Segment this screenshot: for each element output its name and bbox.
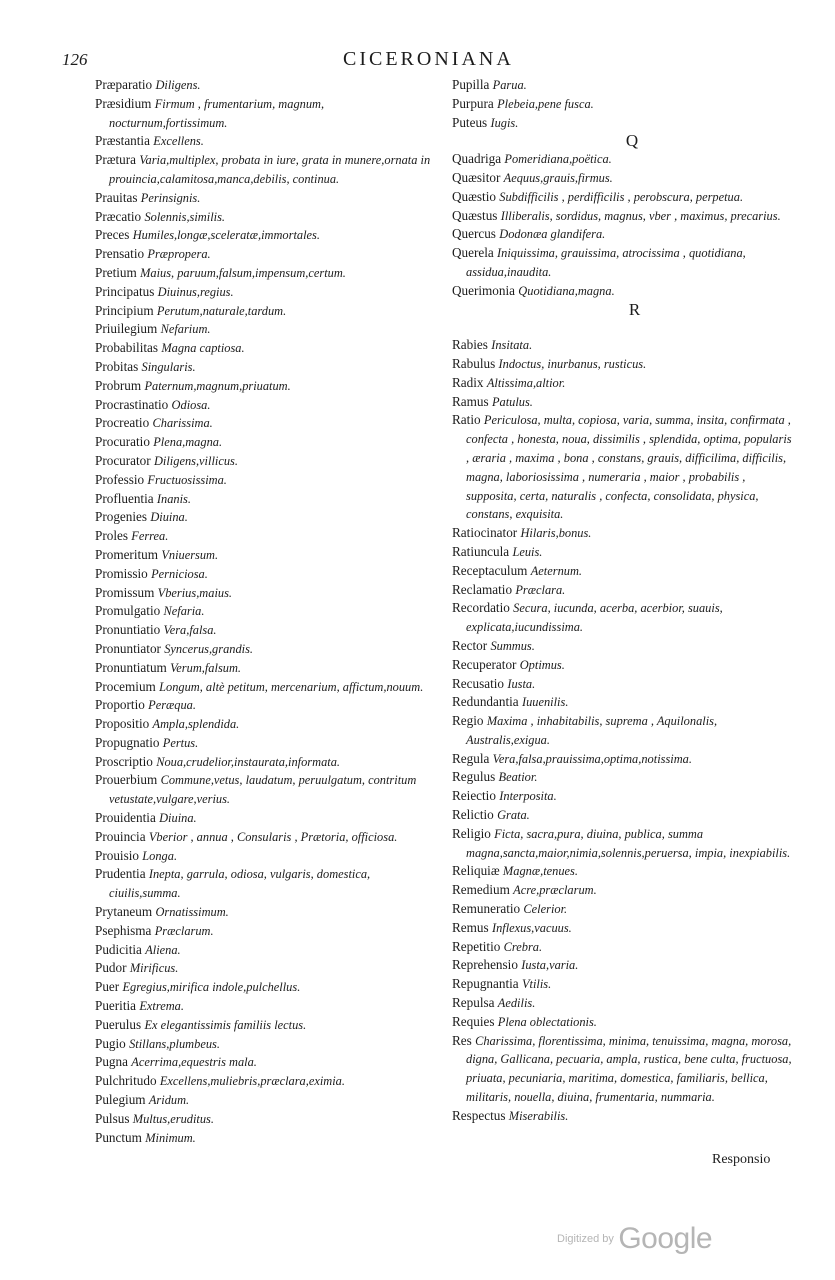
entry-epithets: Verum,falsum. bbox=[170, 660, 242, 675]
dictionary-entry bbox=[452, 675, 797, 694]
dictionary-entry bbox=[95, 640, 435, 659]
dictionary-entry bbox=[95, 264, 435, 283]
dictionary-entry bbox=[452, 712, 797, 750]
dictionary-entry bbox=[452, 225, 797, 244]
dictionary-entry bbox=[95, 847, 435, 866]
entry-headword: Professio bbox=[95, 471, 145, 487]
dictionary-entry bbox=[95, 396, 435, 415]
left-column bbox=[95, 76, 435, 1147]
entry-headword: Probitas bbox=[95, 358, 139, 374]
entry-epithets: Aridum. bbox=[148, 1093, 190, 1108]
entry-epithets: Acerrima,equestris mala. bbox=[131, 1055, 257, 1070]
entry-epithets: Singularis. bbox=[141, 359, 196, 374]
entry-headword: Ratiuncula bbox=[452, 543, 510, 559]
catchword: Responsio bbox=[712, 1152, 771, 1167]
entry-epithets: Aeternum. bbox=[530, 563, 583, 578]
dictionary-entry bbox=[452, 393, 797, 412]
page-header bbox=[0, 48, 835, 72]
entry-headword: Præstantia bbox=[95, 133, 150, 149]
entry-epithets: Ficta, sacra,pura, diuina, publica, summa magna,sancta,maior,nimia,solennis,peruersa, impia, inexpiabilis. bbox=[466, 826, 791, 860]
entry-epithets: Diuina. bbox=[159, 811, 197, 826]
entry-headword: Principatus bbox=[95, 283, 155, 299]
entry-headword: Puerulus bbox=[95, 1016, 142, 1032]
entry-epithets: Indoctus, inurbanus, rusticus. bbox=[498, 356, 647, 371]
entry-headword: Relictio bbox=[452, 807, 494, 823]
dictionary-entry bbox=[95, 1129, 435, 1148]
dictionary-entry bbox=[95, 959, 435, 978]
entry-headword: Profluentia bbox=[95, 490, 154, 506]
entry-headword: Respectus bbox=[452, 1107, 506, 1123]
entry-epithets: Iuuenilis. bbox=[521, 695, 569, 710]
dictionary-entry bbox=[95, 621, 435, 640]
entry-epithets: Miserabilis. bbox=[508, 1108, 569, 1123]
entry-headword: Pronuntiatum bbox=[95, 659, 167, 675]
entry-headword: Rector bbox=[452, 637, 488, 653]
entry-epithets: Odiosa. bbox=[171, 397, 211, 412]
dictionary-entry bbox=[95, 339, 435, 358]
entry-epithets: Syncerus,grandis. bbox=[164, 641, 254, 656]
dictionary-entry bbox=[95, 546, 435, 565]
entry-headword: Rabulus bbox=[452, 355, 496, 371]
dictionary-entry bbox=[452, 562, 797, 581]
entry-headword: Proscriptio bbox=[95, 753, 153, 769]
entry-headword: Quæstus bbox=[452, 207, 498, 223]
entry-headword: Prouerbium bbox=[95, 772, 158, 788]
entry-epithets: Aliena. bbox=[145, 942, 181, 957]
dictionary-entry bbox=[452, 150, 797, 169]
entry-headword: Pupilla bbox=[452, 77, 490, 92]
entry-epithets: Celerior. bbox=[523, 902, 568, 917]
entry-headword: Reclamatio bbox=[452, 581, 513, 597]
entry-epithets: Longa. bbox=[142, 848, 178, 863]
entry-headword: Reprehensio bbox=[452, 957, 518, 973]
entry-headword: Rabies bbox=[452, 337, 488, 353]
entry-epithets: Extrema. bbox=[139, 999, 184, 1014]
dictionary-entry bbox=[95, 490, 435, 509]
entry-epithets: Altissima,altior. bbox=[486, 375, 566, 390]
entry-headword: Remedium bbox=[452, 882, 510, 898]
entry-headword: Regula bbox=[452, 750, 490, 766]
entry-epithets: Perinsignis. bbox=[140, 190, 201, 205]
entry-epithets: Perniciosa. bbox=[151, 566, 208, 581]
entry-headword: Præparatio bbox=[95, 77, 153, 92]
entry-epithets: Ferrea. bbox=[131, 529, 169, 544]
entry-headword: Priuilegium bbox=[95, 321, 158, 337]
dictionary-entry bbox=[452, 207, 797, 226]
entry-epithets: Solennis,similis. bbox=[144, 209, 225, 224]
watermark-prefix: Digitized by bbox=[557, 1233, 614, 1245]
entry-epithets: Diuinus,regius. bbox=[157, 284, 234, 299]
entry-epithets: Paternum,magnum,priuatum. bbox=[144, 378, 291, 393]
dictionary-entry bbox=[452, 411, 797, 524]
entry-headword: Purpura bbox=[452, 95, 494, 111]
entry-headword: Quadriga bbox=[452, 151, 502, 167]
dictionary-entry bbox=[95, 1016, 435, 1035]
entry-epithets: Maius, paruum,falsum,impensum,certum. bbox=[140, 265, 346, 280]
entry-epithets: Leuis. bbox=[512, 544, 543, 559]
dictionary-entry bbox=[95, 941, 435, 960]
entry-headword: Recusatio bbox=[452, 675, 505, 691]
dictionary-entry bbox=[95, 696, 435, 715]
dictionary-entry bbox=[95, 95, 435, 133]
section-letter: Q bbox=[625, 131, 639, 151]
entry-headword: Promissum bbox=[95, 584, 155, 600]
dictionary-entry bbox=[452, 169, 797, 188]
dictionary-entry bbox=[452, 825, 797, 863]
entry-epithets: Egregius,mirifica indole,pulchellus. bbox=[122, 980, 301, 995]
entry-epithets: Vniuersum. bbox=[161, 547, 219, 562]
entry-headword: Promulgatio bbox=[95, 603, 161, 619]
dictionary-entry bbox=[95, 865, 435, 903]
entry-epithets: Mirificus. bbox=[129, 961, 179, 976]
entry-headword: Receptaculum bbox=[452, 562, 528, 578]
dictionary-entry bbox=[452, 374, 797, 393]
dictionary-entry bbox=[452, 188, 797, 207]
entry-headword: Procemium bbox=[95, 678, 156, 694]
entry-epithets: Illiberalis, sordidus, magnus, vber , maximus, precarius. bbox=[500, 208, 781, 223]
entry-headword: Remuneratio bbox=[452, 901, 521, 917]
entry-epithets: Dodonæa glandifera. bbox=[499, 227, 606, 242]
entry-headword: Pretium bbox=[95, 264, 137, 280]
entry-epithets: Magnæ,tenues. bbox=[502, 864, 578, 879]
entry-headword: Remus bbox=[452, 919, 489, 935]
dictionary-entry bbox=[452, 543, 797, 562]
entry-headword: Procurator bbox=[95, 452, 151, 468]
entry-epithets: Ex elegantissimis familiis lectus. bbox=[144, 1017, 307, 1032]
entry-epithets: Diligens. bbox=[155, 78, 201, 92]
entry-epithets: Præclarum. bbox=[154, 923, 214, 938]
entry-headword: Redundantia bbox=[452, 694, 519, 710]
entry-epithets: Peræqua. bbox=[148, 698, 196, 713]
entry-epithets: Charissima. bbox=[152, 416, 213, 431]
dictionary-entry bbox=[95, 302, 435, 321]
entry-headword: Puer bbox=[95, 979, 120, 995]
dictionary-entry bbox=[452, 768, 797, 787]
dictionary-entry bbox=[95, 734, 435, 753]
dictionary-entry bbox=[452, 95, 797, 114]
entry-headword: Recuperator bbox=[452, 656, 517, 672]
entry-epithets: Iusta. bbox=[507, 676, 536, 691]
entry-epithets: Quotidiana,magna. bbox=[518, 283, 615, 298]
dictionary-entry bbox=[95, 283, 435, 302]
dictionary-entry bbox=[95, 433, 435, 452]
entry-headword: Radix bbox=[452, 374, 484, 390]
dictionary-entry bbox=[452, 1107, 797, 1126]
entry-headword: Recordatio bbox=[452, 600, 510, 616]
entry-headword: Ratiocinator bbox=[452, 525, 518, 541]
entry-epithets: Ampla,splendida. bbox=[152, 717, 240, 732]
running-title: CICERONIANA bbox=[343, 48, 514, 70]
dictionary-entry bbox=[452, 355, 797, 374]
entry-headword: Repulsa bbox=[452, 995, 495, 1011]
entry-epithets: Diligens,villicus. bbox=[153, 453, 238, 468]
dictionary-entry bbox=[452, 1013, 797, 1032]
entry-headword: Pulchritudo bbox=[95, 1073, 157, 1089]
entry-headword: Principium bbox=[95, 302, 154, 318]
dictionary-entry bbox=[95, 189, 435, 208]
entry-headword: Præcatio bbox=[95, 208, 142, 224]
entry-headword: Reiectio bbox=[452, 788, 496, 804]
entry-epithets: Iniquissima, grauissima, atrocissima , quotidiana, assidua,inaudita. bbox=[466, 246, 746, 279]
entry-epithets: Vtilis. bbox=[521, 977, 552, 992]
entry-epithets: Excellens. bbox=[153, 134, 204, 149]
entry-headword: Proportio bbox=[95, 697, 145, 713]
entry-headword: Repetitio bbox=[452, 938, 501, 954]
entry-epithets: Varia,multiplex, probata in iure, grata in munere,ornata in prouincia,calamitosa,manca,debilis, continua. bbox=[109, 153, 431, 186]
entry-epithets: Excellens,muliebris,præclara,eximia. bbox=[159, 1074, 345, 1089]
entry-epithets: Grata. bbox=[497, 808, 530, 823]
entry-headword: Pudor bbox=[95, 960, 127, 976]
dictionary-entry bbox=[452, 282, 797, 301]
entry-epithets: Optimus. bbox=[519, 657, 565, 672]
entry-epithets: Parua. bbox=[492, 78, 527, 92]
entry-headword: Quercus bbox=[452, 226, 496, 242]
entry-headword: Puteus bbox=[452, 114, 488, 130]
dictionary-entry bbox=[95, 565, 435, 584]
entry-epithets: Inanis. bbox=[156, 491, 191, 506]
dictionary-entry bbox=[95, 226, 435, 245]
dictionary-entry bbox=[95, 208, 435, 227]
google-watermark bbox=[557, 1222, 712, 1256]
entry-headword: Prensatio bbox=[95, 246, 145, 262]
entry-epithets: Aedilis. bbox=[497, 996, 536, 1011]
dictionary-entry bbox=[95, 1091, 435, 1110]
dictionary-entry bbox=[452, 938, 797, 957]
entry-headword: Regio bbox=[452, 713, 484, 729]
entry-headword: Repugnantia bbox=[452, 976, 519, 992]
dictionary-entry bbox=[95, 508, 435, 527]
entry-headword: Procuratio bbox=[95, 434, 150, 450]
dictionary-entry bbox=[452, 900, 797, 919]
dictionary-entry bbox=[452, 975, 797, 994]
dictionary-entry bbox=[95, 602, 435, 621]
entry-headword: Preces bbox=[95, 227, 130, 243]
dictionary-entry bbox=[95, 771, 435, 809]
entry-headword: Ramus bbox=[452, 393, 489, 409]
dictionary-entry bbox=[95, 715, 435, 734]
entry-headword: Pulegium bbox=[95, 1092, 146, 1108]
entry-headword: Querimonia bbox=[452, 282, 515, 298]
entry-headword: Proles bbox=[95, 528, 128, 544]
entry-epithets: Plena oblectationis. bbox=[497, 1014, 597, 1029]
dictionary-entry bbox=[452, 693, 797, 712]
dictionary-entry bbox=[95, 132, 435, 151]
entry-epithets: Plebeia,pene fusca. bbox=[497, 96, 594, 111]
entry-headword: Pugio bbox=[95, 1035, 126, 1051]
entry-epithets: Pomeridiana,poëtica. bbox=[504, 152, 612, 167]
entry-headword: Pugna bbox=[95, 1054, 128, 1070]
entry-epithets: Vera,falsa. bbox=[163, 623, 217, 638]
right-column bbox=[452, 76, 797, 1126]
entry-epithets: Præclara. bbox=[515, 582, 566, 597]
entry-epithets: Perutum,naturale,tardum. bbox=[156, 303, 287, 318]
entry-headword: Prytaneum bbox=[95, 904, 153, 920]
entry-headword: Præsidium bbox=[95, 95, 152, 111]
entry-epithets: Secura, iucunda, acerba, acerbior, suauis, explicata,iucundissima. bbox=[466, 601, 723, 635]
dictionary-entry bbox=[452, 114, 797, 133]
dictionary-entry bbox=[452, 994, 797, 1013]
dictionary-entry bbox=[95, 76, 435, 95]
entry-epithets: Patulus. bbox=[491, 394, 533, 409]
entry-epithets: Minimum. bbox=[145, 1130, 196, 1145]
entry-headword: Procreatio bbox=[95, 415, 150, 431]
dictionary-entry bbox=[452, 750, 797, 769]
entry-epithets: Subdifficilis , perdifficilis , perobscura, perpetua. bbox=[499, 189, 744, 204]
entry-headword: Pronuntiatio bbox=[95, 622, 161, 638]
dictionary-entry bbox=[95, 245, 435, 264]
entry-epithets: Periculosa, multa, copiosa, varia, summa, insita, confirmata , confecta , honesta, noua, dissimilis , splendida, optima, popularis , æraria , maxima , bona , constans, grauis, difficilima, difficilis, magna, laboriosissima , numeraria , maior , probabilis , supposita, certa, naturalis , confecta, consolidata, physica, constans, exquisita. bbox=[466, 413, 792, 522]
entry-epithets: Maxima , inhabitabilis, suprema , Aquilonalis, Australis,exigua. bbox=[466, 714, 718, 747]
dictionary-entry bbox=[95, 452, 435, 471]
dictionary-entry bbox=[95, 151, 435, 189]
entry-headword: Promissio bbox=[95, 565, 148, 581]
entry-headword: Prouidentia bbox=[95, 810, 156, 826]
entry-headword: Progenies bbox=[95, 509, 148, 525]
entry-epithets: Magna captiosa. bbox=[161, 341, 245, 356]
dictionary-entry bbox=[452, 862, 797, 881]
entry-epithets: Vberius,maius. bbox=[157, 585, 233, 600]
entry-epithets: Nefaria. bbox=[163, 604, 205, 619]
entry-epithets: Vera,falsa,prauissima,optima,notissima. bbox=[492, 751, 692, 766]
entry-epithets: Interposita. bbox=[499, 789, 557, 804]
dictionary-entry bbox=[452, 599, 797, 637]
entry-headword: Pronuntiator bbox=[95, 640, 161, 656]
dictionary-entry bbox=[95, 584, 435, 603]
entry-epithets: Nefarium. bbox=[160, 322, 211, 337]
entry-headword: Procrastinatio bbox=[95, 396, 169, 412]
entry-headword: Pulsus bbox=[95, 1110, 130, 1126]
dictionary-entry bbox=[95, 753, 435, 772]
dictionary-entry bbox=[452, 244, 797, 282]
entry-headword: Pudicitia bbox=[95, 941, 142, 957]
entry-epithets: Firmum , frumentarium, magnum, nocturnum,fortissimum. bbox=[109, 96, 325, 130]
entry-headword: Querela bbox=[452, 245, 494, 261]
entry-headword: Ratio bbox=[452, 412, 481, 428]
entry-epithets: Plena,magna. bbox=[153, 435, 223, 450]
dictionary-entry bbox=[95, 1035, 435, 1054]
dictionary-entry bbox=[95, 377, 435, 396]
entry-headword: Prouincia bbox=[95, 828, 146, 844]
entry-headword: Probrum bbox=[95, 377, 142, 393]
entry-headword: Regulus bbox=[452, 769, 496, 785]
dictionary-entry bbox=[95, 997, 435, 1016]
dictionary-entry bbox=[452, 1032, 797, 1107]
entry-headword: Propugnatio bbox=[95, 734, 160, 750]
entry-headword: Prætura bbox=[95, 152, 137, 168]
dictionary-entry bbox=[452, 881, 797, 900]
dictionary-entry bbox=[95, 659, 435, 678]
entry-epithets: Beatior. bbox=[498, 770, 538, 785]
dictionary-entry bbox=[95, 471, 435, 490]
entry-headword: Punctum bbox=[95, 1129, 142, 1145]
dictionary-entry bbox=[452, 787, 797, 806]
entry-epithets: Præpropera. bbox=[147, 247, 211, 262]
dictionary-entry bbox=[95, 1053, 435, 1072]
entry-epithets: Iusta,varia. bbox=[521, 958, 579, 973]
dictionary-entry bbox=[95, 1072, 435, 1091]
entry-epithets: Pertus. bbox=[162, 735, 199, 750]
entry-epithets: Insitata. bbox=[491, 338, 533, 353]
entry-epithets: Inepta, garrula, odiosa, vulgaris, domestica, ciuilis,summa. bbox=[109, 867, 371, 901]
entry-epithets: Multus,eruditus. bbox=[132, 1111, 214, 1126]
entry-headword: Pueritia bbox=[95, 998, 137, 1014]
entry-headword: Res bbox=[452, 1032, 472, 1048]
dictionary-entry bbox=[452, 806, 797, 825]
dictionary-entry bbox=[95, 358, 435, 377]
entry-headword: Prudentia bbox=[95, 866, 146, 882]
entry-headword: Psephisma bbox=[95, 922, 152, 938]
dictionary-entry bbox=[95, 320, 435, 339]
entry-headword: Quæstio bbox=[452, 188, 496, 204]
entry-headword: Religio bbox=[452, 825, 491, 841]
entry-headword: Prouisio bbox=[95, 847, 139, 863]
entry-epithets: Vberior , annua , Consularis , Prætoria, officiosa. bbox=[148, 829, 398, 844]
entry-epithets: Summus. bbox=[490, 638, 535, 653]
dictionary-entry bbox=[95, 978, 435, 997]
dictionary-entry bbox=[95, 922, 435, 941]
entry-epithets: Inflexus,vacuus. bbox=[491, 920, 572, 935]
dictionary-entry bbox=[95, 828, 435, 847]
entry-epithets: Fructuosissima. bbox=[147, 472, 227, 487]
dictionary-entry bbox=[452, 336, 797, 355]
entry-epithets: Crebra. bbox=[503, 939, 543, 954]
entry-epithets: Ornatissimum. bbox=[155, 905, 229, 920]
entry-headword: Requies bbox=[452, 1013, 495, 1029]
entry-epithets: Aequus,grauis,firmus. bbox=[503, 170, 613, 185]
entry-headword: Promeritum bbox=[95, 546, 159, 562]
dictionary-entry bbox=[452, 581, 797, 600]
entry-epithets: Hilaris,bonus. bbox=[520, 526, 592, 541]
dictionary-entry bbox=[452, 656, 797, 675]
entry-epithets: Noua,crudelior,instaurata,informata. bbox=[156, 754, 340, 769]
dictionary-entry bbox=[452, 76, 797, 95]
dictionary-entry bbox=[95, 527, 435, 546]
entry-headword: Propositio bbox=[95, 716, 150, 732]
entry-epithets: Iugis. bbox=[490, 115, 519, 130]
entry-epithets: Longum, altè petitum, mercenarium, affictum,nouum. bbox=[159, 679, 424, 694]
entry-headword: Reliquiæ bbox=[452, 863, 500, 879]
dictionary-entry bbox=[95, 903, 435, 922]
dictionary-entry bbox=[452, 524, 797, 543]
entry-epithets: Stillans,plumbeus. bbox=[129, 1036, 220, 1051]
entry-headword: Prauitas bbox=[95, 189, 138, 205]
dictionary-entry bbox=[452, 956, 797, 975]
page-number: 126 bbox=[62, 50, 88, 69]
section-letter: R bbox=[628, 299, 641, 319]
entry-headword: Probabilitas bbox=[95, 340, 159, 356]
entry-epithets: Commune,vetus, laudatum, peruulgatum, contritum vetustate,vulgare,verius. bbox=[109, 773, 417, 807]
google-logo: Google bbox=[618, 1222, 713, 1255]
dictionary-entry bbox=[95, 1110, 435, 1129]
entry-epithets: Humiles,longæ,sceleratæ,immortales. bbox=[132, 228, 320, 243]
dictionary-entry bbox=[95, 414, 435, 433]
entry-epithets: Diuina. bbox=[150, 510, 188, 525]
dictionary-entry bbox=[452, 919, 797, 938]
dictionary-entry bbox=[452, 637, 797, 656]
dictionary-entry bbox=[95, 809, 435, 828]
entry-headword: Quæsitor bbox=[452, 169, 501, 185]
dictionary-entry bbox=[95, 678, 435, 697]
entry-epithets: Acre,præclarum. bbox=[513, 883, 597, 898]
entry-epithets: Charissima, florentissima, minima, tenuissima, magna, morosa, digna, Gallicana, pecuaria, ampla, rustica, bene culta, fructuosa, priuata, pecuniaria, maritima, domestica, familiaris, bellica, militaris, nouella, diuina, frumentaria, nummaria. bbox=[466, 1033, 792, 1105]
